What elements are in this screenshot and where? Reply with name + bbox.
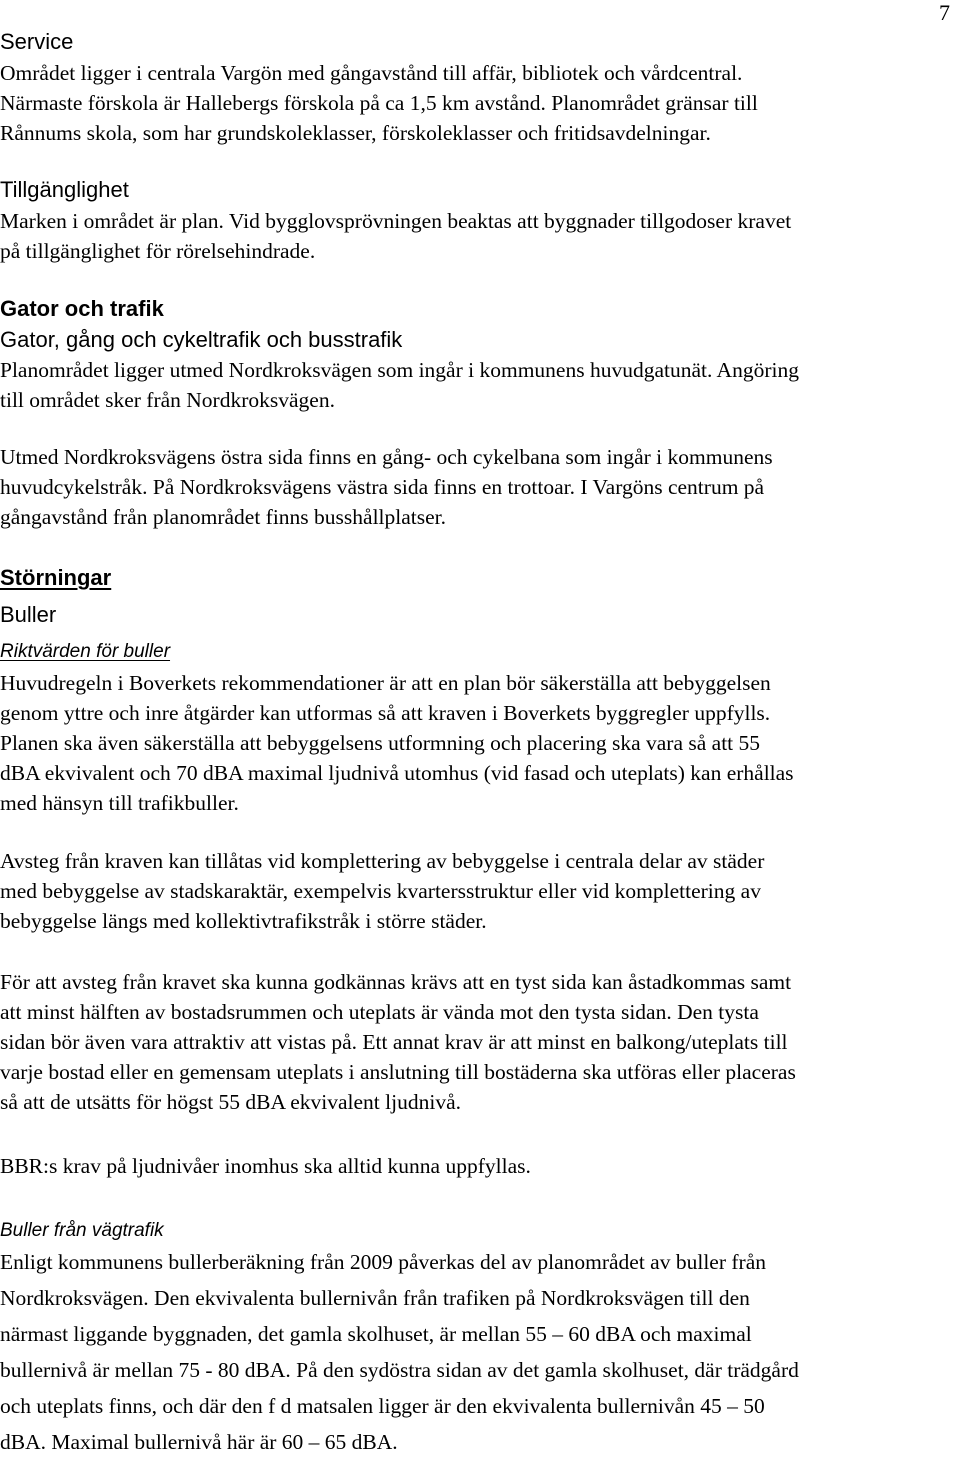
heading-riktvarden: Riktvärden för buller <box>0 641 171 662</box>
paragraph-gator-1: Planområdet ligger utmed Nordkroksvägen som ingår i kommunens huvudgatunät. Angöring till området sker från Nordkroksvägen. <box>0 358 799 412</box>
heading-service: Service <box>0 29 74 54</box>
paragraph-riktvarden: Huvudregeln i Boverkets rekommendationer är att en plan bör säkerställa att bebyggelsen genom yttre och inre åtgärder kan utformas så att kraven i Boverkets byggregler uppfylls. Planen ska även säkerställa att bebyggelsens utformning och placering ska vara så att 55 dBA ekvivalent och 70 dBA maximal ljudnivå utomhus (vid fasad och uteplats) kan erhållas med hänsyn till trafikbuller. <box>0 671 794 815</box>
heading-buller: Buller <box>0 602 57 627</box>
paragraph-gator-2: Utmed Nordkroksvägens östra sida finns en gång- och cykelbana som ingår i kommunens huvudcykelstråk. På Nordkroksvägens västra sida finns en trottoar. I Vargöns centrum på gångavstånd från planområdet finns busshållplatser. <box>0 445 773 529</box>
page-number: 7 <box>939 0 950 25</box>
heading-storningar: Störningar <box>0 565 112 590</box>
paragraph-service: Området ligger i centrala Vargön med gångavstånd till affär, bibliotek och vårdcentral. Närmaste förskola är Hallebergs förskola på ca 1,5 km avstånd. Planområdet gränsar till Rånnums skola, som har grundskoleklasser, förskoleklasser och fritidsavdelningar. <box>0 61 758 145</box>
paragraph-tillganglighet: Marken i området är plan. Vid bygglovsprövningen beaktas att byggnader tillgodoser kravet på tillgänglighet för rörelsehindrade. <box>0 209 792 263</box>
heading-tillganglighet: Tillgänglighet <box>0 177 129 202</box>
heading-buller-fran-vagtrafik: Buller från vägtrafik <box>0 1220 164 1241</box>
heading-gator-och-trafik: Gator och trafik <box>0 296 164 321</box>
subheading-gator-gang-cykel: Gator, gång och cykeltrafik och busstrafik <box>0 327 403 352</box>
paragraph-vagtrafik: Enligt kommunens bullerberäkning från 2009 påverkas del av planområdet av buller från Nordkroksvägen. Den ekvivalenta bullernivån från trafiken på Nordkroksvägen till den närmast liggande byggnaden, det gamla skolhuset, är mellan 55 – 60 dBA och maximal bullernivå är mellan 75 - 80 dBA. På den sydöstra sidan av det gamla skolhuset, där trädgård och uteplats finns, och där den f d matsalen ligger är den ekvivalenta bullernivån 45 – 50 dBA. Maximal bullernivå här är 60 – 65 dBA. <box>0 1250 799 1454</box>
paragraph-for-att: För att avsteg från kravet ska kunna godkännas krävs att en tyst sida kan åstadkommas samt att minst hälften av bostadsrummen och uteplats är vända mot den tysta sidan. Den tysta sidan bör även vara attraktiv att vistas på. Ett annat krav är att minst en balkong/uteplats till varje bostad eller en gemensam uteplats i anslutning till bostäderna ska utföras eller placeras så att de utsätts för högst 55 dBA ekvivalent ljudnivå. <box>0 970 796 1114</box>
paragraph-avsteg: Avsteg från kraven kan tillåtas vid komplettering av bebyggelse i centrala delar av städer med bebyggelse av stadskaraktär, exempelvis kvartersstruktur eller vid komplettering av bebyggelse längs med kollektivtrafikstråk i större städer. <box>0 849 765 933</box>
paragraph-bbr: BBR:s krav på ljudnivåer inomhus ska alltid kunna uppfyllas. <box>0 1154 531 1178</box>
